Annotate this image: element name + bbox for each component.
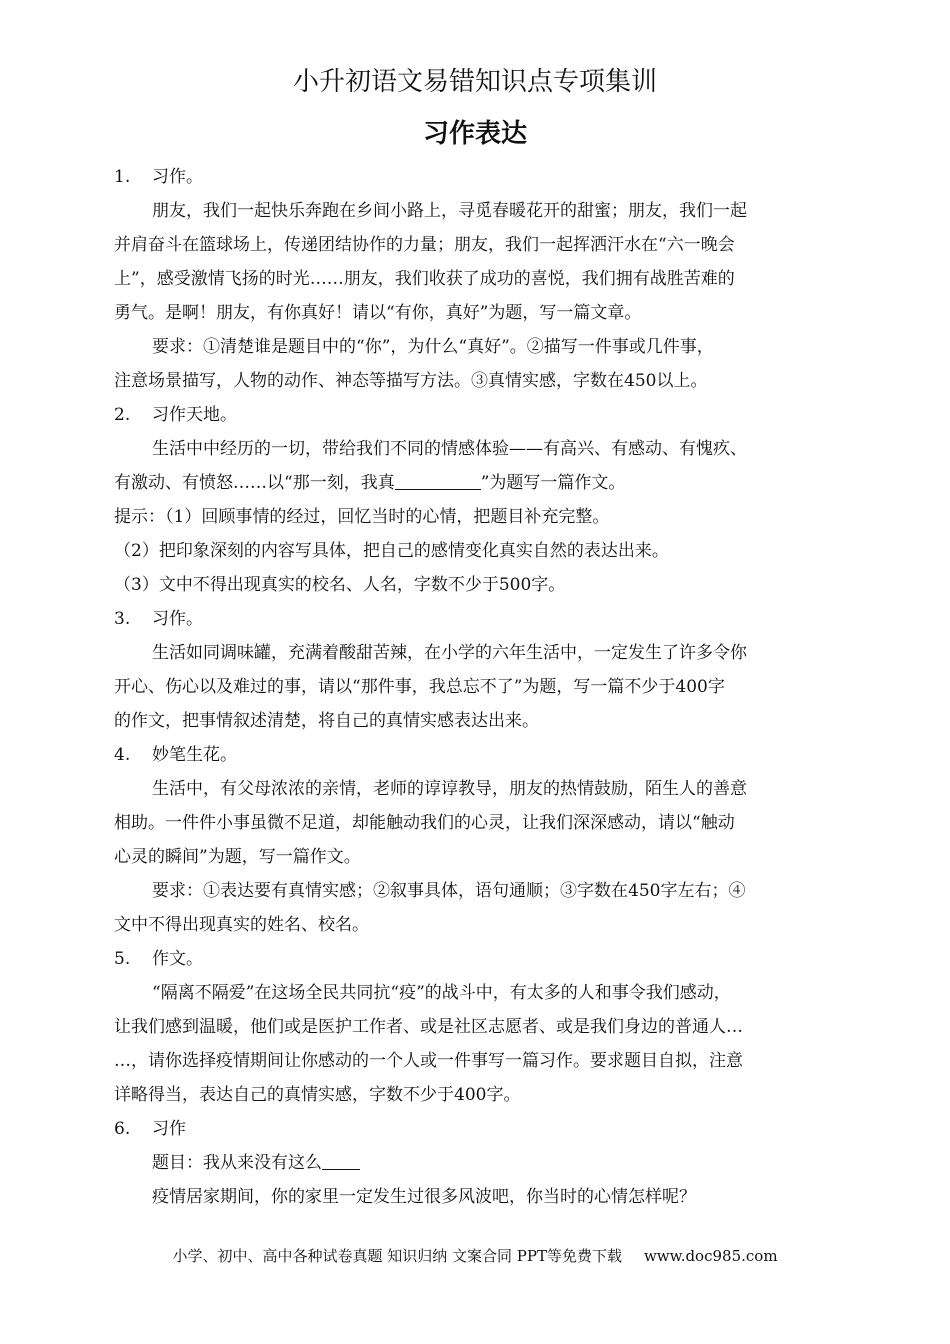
question-title: 习作。 [152,167,203,187]
question-6-heading [114,1112,830,1146]
question-5-heading [114,942,830,976]
question-2-heading [114,398,830,432]
question-5-line: …，请你选择疫情期间让你感动的一个人或一件事写一篇习作。要求题目自拟，注意 [114,1051,743,1071]
question-number: 1. [114,167,131,187]
question-1-line: 朋友，我们一起快乐奔跑在乡间小路上，寻觅春暖花开的甜蜜；朋友，我们一起 [152,201,747,221]
question-2-text: ”为题写一篇作文。 [480,473,626,493]
question-3-line: 生活如同调味罐，充满着酸甜苦辣，在小学的六年生活中，一定发生了许多令你 [152,643,747,663]
document-title: 小升初语文易错知识点专项集训 [292,67,657,97]
question-1-line: 上”，感受激情飞扬的时光……朋友，我们收获了成功的喜悦，我们拥有战胜苦难的 [114,269,735,289]
question-number: 4. [114,745,131,765]
question-2-line: 生活中中经历的一切，带给我们不同的情感体验——有高兴、有感动、有愧疚、 [152,439,747,459]
question-title: 习作天地。 [152,405,237,425]
question-4-line: 心灵的瞬间”为题，写一篇作文。 [114,847,361,867]
question-4-heading [114,738,830,772]
question-6-line: 疫情居家期间，你的家里一定发生过很多风波吧，你当时的心情怎样呢？ [152,1187,696,1207]
question-4-line: 相助。一件件小事虽微不足道，却能触动我们的心灵，让我们深深感动，请以“触动 [114,813,735,833]
question-3-line: 开心、伤心以及难过的事，请以“那件事，我总忘不了”为题，写一篇不少于400字 [114,677,725,697]
question-6-text: 题目：我从来没有这么 [152,1153,322,1173]
question-4-requirement: 要求：①表达要有真情实感；②叙事具体，语句通顺；③字数在450字左右；④ [152,881,746,901]
question-4-requirement: 文中不得出现真实的姓名、校名。 [114,915,369,935]
question-1-line: 勇气。是啊！朋友，有你真好！请以“有你，真好”为题，写一篇文章。 [114,303,642,323]
question-1-heading [114,160,830,194]
question-5-line: “隔离不隔爱”在这场全民共同抗“疫”的战斗中，有太多的人和事令我们感动， [152,983,731,1003]
question-title: 习作。 [152,609,203,629]
question-3-heading [114,602,830,636]
page-footer [0,1244,950,1268]
question-2-hint: （3）文中不得出现真实的校名、人名，字数不少于500字。 [114,575,566,595]
question-1-line: 并肩奋斗在篮球场上，传递团结协作的力量；朋友，我们一起挥洒汗水在“六一晚会 [114,235,735,255]
document-subtitle: 习作表达 [422,119,527,149]
question-2-text: 有激动、有愤怒……以“那一刻，我真 [114,473,395,493]
question-6-topic [114,1146,830,1180]
question-number: 2. [114,405,131,425]
question-2-hint: 提示：（1）回顾事情的经过，回忆当时的心情，把题目补充完整。 [114,507,610,527]
question-number: 3. [114,609,131,629]
question-title: 习作 [152,1119,186,1139]
question-number: 6. [114,1119,131,1139]
footer-text: 小学、初中、高中各种试卷真题 知识归纳 文案合同 PPT等免费下载 [172,1247,622,1265]
question-number: 5. [114,949,131,969]
question-2-hint: （2）把印象深刻的内容写具体，把自己的感情变化真实自然的表达出来。 [114,541,669,561]
question-4-line: 生活中，有父母浓浓的亲情，老师的谆谆教导，朋友的热情鼓励，陌生人的善意 [152,779,747,799]
question-3-line: 的作文，把事情叙述清楚，将自己的真情实感表达出来。 [114,711,539,731]
question-5-line: 详略得当，表达自己的真情实感，字数不少于400字。 [114,1085,521,1105]
question-title: 作文。 [152,949,203,969]
fill-blank [322,1151,360,1170]
question-1-requirement: 要求：①清楚谁是题目中的“你”，为什么“真好”。②描写一件事或几件事， [152,337,714,357]
question-title: 妙笔生花。 [152,745,237,765]
question-1-requirement: 注意场景描写，人物的动作、神态等描写方法。③真情实感，字数在450以上。 [114,371,708,391]
question-2-line [114,466,830,500]
fill-blank [395,471,481,490]
document-body [114,160,830,1214]
question-5-line: 让我们感到温暖，他们或是医护工作者、或是社区志愿者、或是我们身边的普通人… [114,1017,743,1037]
footer-site: www.doc985.com [643,1247,778,1265]
